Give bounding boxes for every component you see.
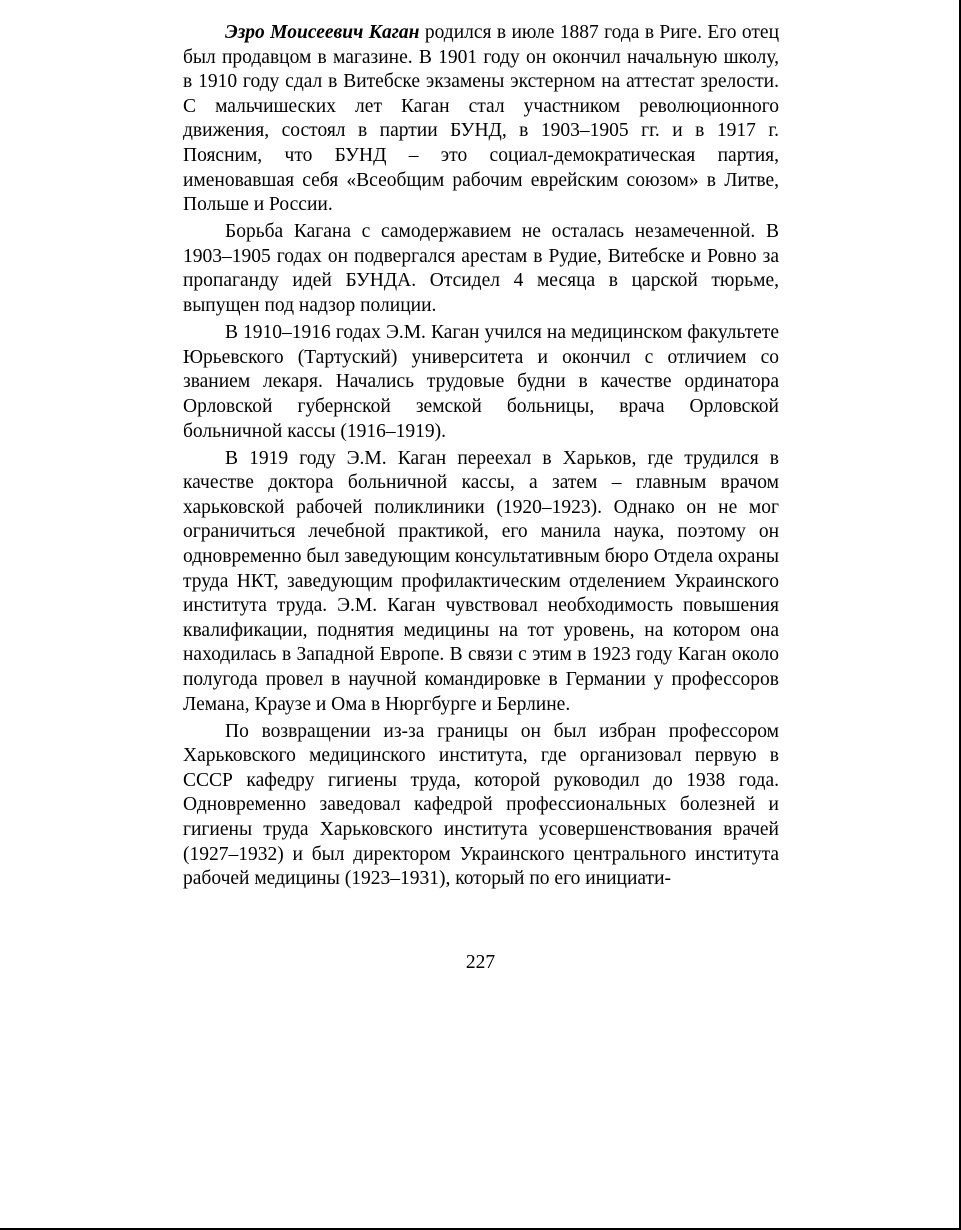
body-text (183, 21, 779, 894)
paragraph-3: В 1910–1916 годах Э.М. Каган учился на медицинском факультете Юрьевского (Тартуский) университета и окончил с отличием со званием лекаря. Начались трудовые будни в качестве ординатора Орловской губернской земской больницы, врача Орловской больничной кассы (1916–1919). (183, 322, 779, 442)
person-name: Эзро Моисеевич Каган (225, 22, 420, 43)
page-number: 227 (465, 952, 496, 973)
paragraph-1 (183, 21, 779, 218)
paragraph-5: По возвращении из-за границы он был избран профессором Харьковского медицинского института, где организовал первую в СССР кафедру гигиены труда, которой руководил до 1938 года. Одновременно заведовал кафедрой профессиональных болезней и гигиены труда Харьковского института усовершенствования врачей (1927–1932) и был директором Украинского центрального института рабочей медицины (1923–1931), который по его инициати- (183, 720, 779, 890)
paragraph-2: Борьба Кагана с самодержавием не осталась незамеченной. В 1903–1905 годах он подвергался арестам в Рудие, Витебске и Ровно за пропаганду идей БУНДА. Отсидел 4 месяца в царской тюрьме, выпущен под надзор полиции. (183, 221, 779, 317)
paragraph-4: В 1919 году Э.М. Каган переехал в Харьков, где трудился в качестве доктора больничной кассы, а затем – главным врачом харьковской рабочей поликлиники (1920–1923). Однако он не мог ограничиться лечебной практикой, его манила наука, поэтому он одновременно был заведующим консультативным бюро Отдела охраны труда НКТ, заведующим профилактическим отделением Украинского института труда. Э.М. Каган чувствовал необходимость повышения квалификации, поднятия медицины на тот уровень, на котором она находилась в Западной Европе. В связи с этим в 1923 году Каган около полугода провел в научной командировке в Германии у профессоров Лемана, Краузе и Ома в Нюргбурге и Берлине. (183, 447, 779, 715)
paragraph-text: родился в июле 1887 года в Риге. Его отец был продавцом в магазине. В 1901 году он окончил начальную школу, в 1910 году сдал в Витебске экзамены экстерном на аттестат зрелости. С мальчишеских лет Каган стал участником революционного движения, состоял в партии БУНД, в 1903–1905 гг. и в 1917 г. Поясним, что БУНД – это социал-демократическая партия, именовавшая себя «Всеобщим рабочим еврейским союзом» в Литве, Польше и России. (183, 22, 779, 216)
